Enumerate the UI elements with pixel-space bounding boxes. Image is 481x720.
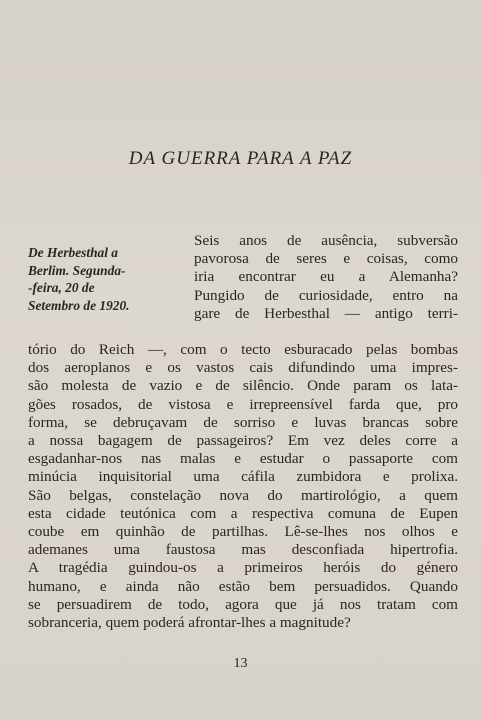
text-line: tório do Reich —, com o tecto esburacado pelas bombas: [28, 341, 458, 358]
paragraph-body: [28, 341, 458, 632]
text-line: se persuadirem de todo, agora que já nos tratam com: [28, 595, 458, 613]
text-line: forma, se debruçavam de sorriso e luvas brancas sobre: [28, 413, 458, 431]
text-line: esta cidade teutónica com a respectiva comuna de Eupen: [28, 504, 458, 522]
text-line: são molesta de vazio e de silêncio. Onde param os lata-: [28, 377, 458, 395]
text-line: sobranceria, quem poderá afrontar-lhes a magnitude?: [28, 614, 351, 632]
margin-note-line: Setembro de 1920.: [28, 297, 130, 313]
text-line: A tragédia guindou-os a primeiros heróis do género: [28, 559, 458, 577]
text-line: esgadanhar-nos nas malas e estudar o passaporte com: [28, 450, 458, 468]
chapter-title: DA GUERRA PARA A PAZ: [128, 148, 353, 169]
text-line: gare de Herbesthal — antigo terri-: [194, 304, 458, 322]
text-line: coube em quinhão de partilhas. Lê-se-lhes nos olhos e: [28, 523, 458, 541]
margin-note: [28, 244, 168, 314]
text-line: pavorosa de seres e coisas, como: [194, 250, 458, 268]
page-number: 13: [233, 656, 248, 671]
text-line: Pungido de curiosidade, entro na: [194, 286, 458, 304]
text-line: iria encontrar eu a Alemanha?: [194, 268, 458, 286]
text-line: Seis anos de ausência, subversão: [194, 232, 458, 249]
margin-note-line: De Herbesthal a: [28, 245, 119, 260]
text-line: São belgas, constelação nova do martirológio, a quem: [28, 486, 458, 504]
margin-note-line: Berlim. Segunda-: [28, 262, 126, 278]
text-line: a nossa bagagem de passageiros? Em vez deles corre a: [28, 432, 458, 450]
text-line: ademanes uma faustosa mas desconfiada hipertrofia.: [28, 541, 458, 559]
text-line: humano, e ainda não estão bem persuadidos. Quando: [28, 577, 458, 595]
paragraph-opening: [194, 232, 458, 323]
text-line: dos aeroplanos e os vastos cais difundindo uma impres-: [28, 359, 458, 377]
text-line: minúcia inquisitorial uma cáfila zumbidora e prolixa.: [28, 468, 458, 486]
margin-note-line: -feira, 20 de: [28, 280, 95, 295]
text-line: gões rosados, de vistosa e irrepreensível farda que, pro: [28, 395, 458, 413]
